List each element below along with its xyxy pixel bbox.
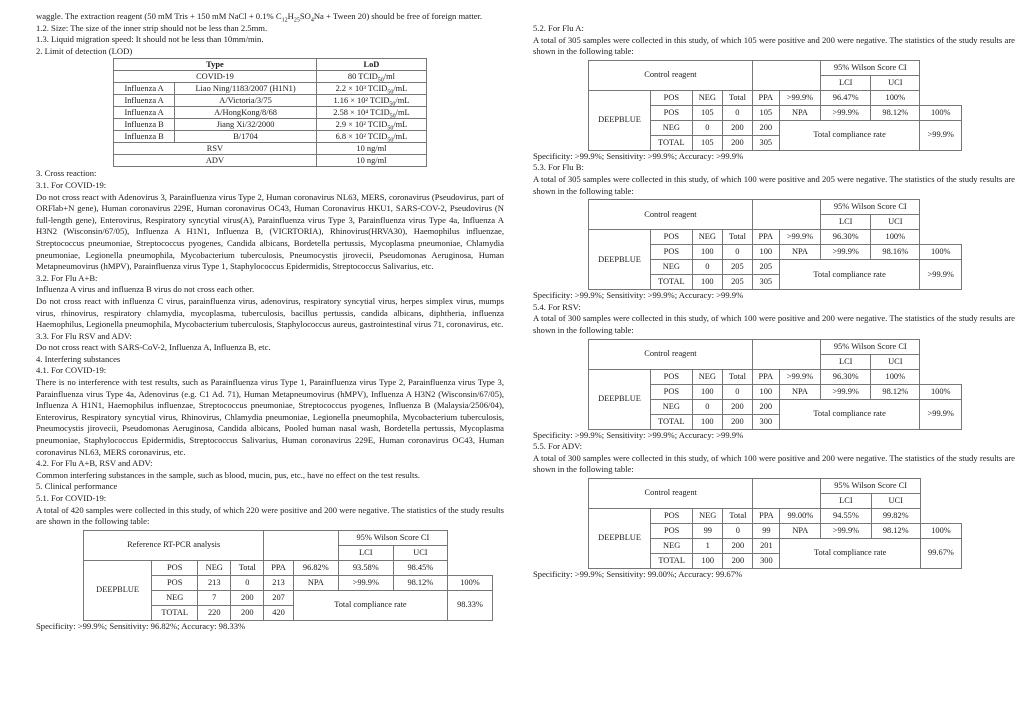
section-text: A total of 300 samples were collected in this study, of which 100 were positive and 200 were negative. The statistics of the study results are shown in the following table:: [533, 452, 1015, 475]
cell-value: 213: [264, 575, 294, 590]
cell-value: 300: [752, 414, 779, 429]
ppa-uci: 100%: [871, 90, 920, 105]
col-pos-header: POS: [651, 508, 693, 523]
section-text: A total of 300 samples were collected in this study, of which 100 were positive and 200 were negative. The statistics of the study results are shown in the following table:: [533, 313, 1015, 335]
npa-uci: 100%: [920, 105, 962, 120]
npa-value: >99.9%: [821, 245, 871, 260]
section-text: A total of 305 samples were collected in this study, of which 105 were positive and 200 were negative. The statistics of the study results are shown in the following table:: [533, 34, 1015, 57]
lod-strain: A/HongKong/8/68: [175, 107, 317, 119]
cell-value: 205: [722, 260, 752, 275]
row-total-label: TOTAL: [152, 605, 198, 620]
table-row: [589, 369, 962, 384]
control-label: Control reagent: [589, 478, 753, 508]
npa-uci: 100%: [447, 575, 492, 590]
cell-value: 1: [693, 538, 723, 553]
ppa-value: 96.82%: [293, 560, 338, 575]
ppa-label: PPA: [264, 560, 294, 575]
lod-group: COVID-19: [114, 71, 317, 83]
row-pos-label: POS: [650, 384, 692, 399]
cell-value: 200: [752, 399, 779, 414]
npa-uci: 100%: [920, 245, 962, 260]
speed-item: 1.3. Liquid migration speed: It should not be less than 10mm/min.: [36, 34, 264, 45]
cell-value: 305: [752, 275, 779, 290]
cell-value: 0: [231, 575, 264, 590]
ppa-lci: 96.30%: [821, 369, 871, 384]
uci-header: UCI: [871, 354, 920, 369]
row-total-label: TOTAL: [650, 135, 692, 150]
cross-covid-text: Do not cross react with Adenovirus 3, Parainfluenza virus Type 2, Human coronavirus NL63, MERS, coronavirus (Pseudovirus, part of ORFlab+N gene), Human coronavirus 229E, Human coronavirus OC43, Human Coronavirus HKU1, SARS-COV-2, Pseudovirus (N full-length gene), Enterovirus, Respiratory syncytial virus(A), Parainfluenza virus Type 3, Parainfluenza virus Type 4a, Influenza A H3N2 (Wisconsin/67/05), Influenza A H1N1, Influenza B, (VICRTORIA), Rhinovirus(HRVA30), Haemophilus influenzae, Streptococcus pneumoniae, Streptococcus pyogenes, Candida albicans, Bordetella pertussis, Mycoplasma pneumoniae, Chlamydia pneumoniae, Legionella pneumophila, Mycobacterium tuberculosis, Pneumocystis jirovecii, Pseudomonas Aeruginosa, Human Metapneumovirus (hMPV), Parainfluenza virus Type 1, Staphylococcus Epidermidis, Streptococcus Salivarius, etc.: [36, 191, 504, 272]
clin-heading: 5. Clinical performance: [36, 481, 118, 492]
lci-header: LCI: [821, 493, 871, 508]
npa-label: NPA: [779, 384, 820, 399]
ppa-lci: 93.58%: [338, 560, 393, 575]
device-label: DEEPBLUE: [84, 560, 152, 620]
size-item: 1.2. Size: The size of the inner strip should not be less than 2.5mm.: [36, 22, 268, 33]
performance-table: [588, 478, 962, 569]
cell-value: 200: [723, 538, 753, 553]
cell-value: 200: [722, 135, 752, 150]
control-label: Control reagent: [589, 200, 753, 230]
lod-strain: Jiang Xi/32/2000: [175, 119, 317, 131]
cross-heading: 3. Cross reaction:: [36, 168, 97, 179]
cross-flu-heading: 3.2. For Flu A+B:: [36, 272, 98, 283]
cell-value: 213: [198, 575, 231, 590]
table-row: [84, 560, 493, 575]
row-neg-label: NEG: [651, 538, 693, 553]
cell-value: 200: [722, 414, 752, 429]
col-neg-header: NEG: [692, 90, 722, 105]
table-row: [589, 478, 962, 493]
table-row: [589, 230, 962, 245]
row-total-label: TOTAL: [650, 275, 692, 290]
ppa-label: PPA: [752, 90, 779, 105]
cross-flu-text-2: Do not cross react with influenza C virus, parainfluenza virus, adenovirus, respiratory syncytial virus, herpes simplex virus, mumps virus, rhinovirus, respiratory chlamydia, mycoplasma, tuberculosis, bacillus pertussis, candida albicans, diphtheria, influenza Haemophilus, Legionella pneumophila, Mycobacterium tuberculosis, Staphylococcus aureus, gastrointestinal virus 71, coronavirus, etc.: [36, 295, 504, 330]
table-row: [114, 95, 427, 107]
npa-lci: 98.12%: [871, 105, 920, 120]
compliance-value: >99.9%: [920, 120, 962, 150]
table-row: [114, 107, 427, 119]
table-row: [114, 119, 427, 131]
intro-paragraph: waggle. The extraction reagent (50 mM Tris + 150 mM NaCl + 0.1% $C_{12}H_{25}SO_4Na$ + Tween 20) should be free of foreign matter.: [36, 11, 483, 24]
lod-strain: Liao Ning/1183/2007 (H1N1): [175, 83, 317, 95]
cell-value: 200: [752, 120, 779, 135]
lod-value: 1.16 × 10² $TCID_{50}/mL$: [316, 95, 426, 107]
interf-heading: 4. Interfering substances: [36, 353, 121, 364]
npa-value: >99.9%: [821, 384, 871, 399]
cell-value: 0: [722, 245, 752, 260]
lod-group: Influenza B: [114, 131, 175, 143]
npa-value: >99.9%: [821, 523, 871, 538]
lod-heading: 2. Limit of detection (LOD): [36, 45, 133, 56]
cell-value: 200: [723, 553, 753, 568]
interf-flu-text: Common interfering substances in the sample, such as blood, mucin, pus, etc., have no effect on the test results.: [36, 469, 420, 480]
table-row: [589, 60, 962, 75]
col-total-header: Total: [722, 90, 752, 105]
ppa-value: >99.9%: [779, 230, 820, 245]
performance-table: [588, 60, 962, 151]
lod-strain: A/Victoria/3/75: [175, 95, 317, 107]
ppa-uci: 100%: [871, 230, 920, 245]
cell-value: 0: [723, 523, 753, 538]
table-row: [114, 155, 427, 167]
cross-rsv-heading: 3.3. For Flu RSV and ADV:: [36, 330, 132, 341]
compliance-label: Total compliance rate: [779, 120, 920, 150]
col-pos-header: POS: [152, 560, 198, 575]
cell-value: 200: [722, 120, 752, 135]
row-neg-label: NEG: [650, 260, 692, 275]
lod-value: 10 ng/ml: [316, 143, 426, 155]
compliance-label: Total compliance rate: [779, 399, 920, 429]
lod-strain: B/1704: [175, 131, 317, 143]
lod-value: 2.2 × 10³ $TCID_{50}/mL$: [316, 83, 426, 95]
col-neg-header: NEG: [692, 230, 722, 245]
section-heading: 5.2. For Flu A:: [533, 23, 584, 33]
device-label: DEEPBLUE: [589, 90, 651, 150]
control-label: Control reagent: [589, 60, 753, 90]
covid-summary: Specificity: >99.9%; Sensitivity: 96.82%; Accuracy: 98.33%: [36, 620, 246, 631]
lod-group: Influenza A: [114, 107, 175, 119]
uci-header: UCI: [871, 75, 920, 90]
cross-rsv-text: Do not cross react with SARS-CoV-2, Influenza A, Influenza B, etc.: [36, 342, 271, 353]
cell-value: 201: [753, 538, 780, 553]
clin-covid-heading: 5.1. For COVID-19:: [36, 493, 107, 503]
section-summary: Specificity: >99.9%; Sensitivity: >99.9%; Accuracy: >99.9%: [533, 290, 744, 301]
section-text: A total of 305 samples were collected in this study, of which 100 were positive and 205 were negative. The statistics of the study results are shown in the following table:: [533, 173, 1015, 196]
section-summary: Specificity: >99.9%; Sensitivity: >99.9%; Accuracy: >99.9%: [533, 150, 744, 161]
lod-group: ADV: [114, 155, 317, 167]
ppa-value: 99.00%: [780, 508, 821, 523]
lci-header: LCI: [821, 354, 871, 369]
blank-cell: [264, 530, 338, 560]
cell-value: 7: [198, 590, 231, 605]
npa-value: >99.9%: [821, 105, 871, 120]
cell-value: 100: [692, 384, 722, 399]
ppa-label: PPA: [752, 369, 779, 384]
compliance-value: >99.9%: [920, 399, 962, 429]
ci-header: 95% Wilson Score CI: [821, 339, 920, 354]
uci-header: UCI: [871, 215, 920, 230]
lod-group: RSV: [114, 143, 317, 155]
uci-header: UCI: [871, 493, 920, 508]
cross-covid-heading: 3.1. For COVID-19:: [36, 179, 107, 190]
col-total-header: Total: [722, 369, 752, 384]
ppa-value: >99.9%: [779, 369, 820, 384]
section-summary: Specificity: >99.9%; Sensitivity: 99.00%; Accuracy: 99.67%: [533, 568, 743, 579]
blank-cell: [752, 60, 820, 90]
clin-covid-text: A total of 420 samples were collected in this study, of which 220 were positive and 200 were negative. The statistics of the study results are shown in the following table:: [36, 504, 504, 527]
lci-header: LCI: [821, 215, 871, 230]
lod-header-row: [114, 59, 427, 71]
interf-flu-heading: 4.2. For Flu A+B, RSV and ADV:: [36, 458, 153, 469]
ci-header: 95% Wilson Score CI: [821, 200, 920, 215]
compliance-value: >99.9%: [920, 260, 962, 290]
device-label: DEEPBLUE: [589, 369, 651, 429]
cell-value: 105: [752, 105, 779, 120]
row-pos-label: POS: [650, 245, 692, 260]
ppa-value: >99.9%: [779, 90, 820, 105]
table-row: [114, 71, 427, 83]
row-total-label: TOTAL: [650, 414, 692, 429]
row-neg-label: NEG: [650, 120, 692, 135]
cell-value: 305: [752, 135, 779, 150]
npa-uci: 100%: [920, 523, 961, 538]
lod-value: 2.9 × 10² $TCID_{50}/mL$: [316, 119, 426, 131]
table-row: [589, 339, 962, 354]
section-heading: 5.5. For ADV:: [533, 441, 583, 452]
cell-value: 0: [692, 260, 722, 275]
cell-value: 220: [198, 605, 231, 620]
ppa-uci: 99.82%: [871, 508, 920, 523]
col-neg-header: NEG: [198, 560, 231, 575]
compliance-value: 99.67%: [920, 538, 961, 568]
ppa-lci: 96.47%: [821, 90, 871, 105]
cell-value: 100: [692, 245, 722, 260]
lod-header-lod: LoD: [316, 59, 426, 71]
cell-value: 99: [693, 523, 723, 538]
table-row: [114, 131, 427, 143]
col-neg-header: NEG: [692, 369, 722, 384]
blank-cell: [753, 478, 821, 508]
compliance-value: 98.33%: [447, 590, 492, 620]
lod-group: Influenza A: [114, 95, 175, 107]
npa-lci: 98.12%: [871, 523, 920, 538]
cell-value: 105: [692, 135, 722, 150]
npa-lci: 98.12%: [393, 575, 447, 590]
blank-cell: [752, 339, 820, 369]
cell-value: 200: [722, 399, 752, 414]
row-total-label: TOTAL: [651, 553, 693, 568]
interf-covid-text: There is no interference with test results, such as Parainfluenza virus Type 1, Parainfluenza virus Type 2, Parainfluenza virus Type 3, Parainfluenza virus Type 4a, Adenovirus (e.g. C1 Ad. 71), Human Metapneumovirus (hMPV), Influenza A H3N2 (Wisconsin/67/05), Influenza A H1N1, Haemophilus influenzae, Streptococcus pneumoniae, Streptococcus pyogenes, Influenza B (Malaysia/2506/04), Enterovirus, Respiratory syncytial virus, Rhinovirus, Chlamydia pneumoniae, Legionella pneumophila, Mycobacterium tuberculosis, Pneumocystis jirovecii, Pseudomonas Aeruginosa, Candida albicans, Pooled human nasal wash, Bordetella pertussis, Mycoplasma pneumoniae, Staphylococcus Epidermidis, Streptococcus Salivarius, Human coronavirus 229E, Human coronavirus OC43, Human coronavirus NL63, MERS coronavirus, etc.: [36, 377, 504, 457]
ci-header: 95% Wilson Score CI: [338, 530, 447, 545]
reference-label: Reference RT-PCR analysis: [84, 530, 264, 560]
covid-performance-table: [83, 530, 493, 621]
left-column: [36, 11, 504, 632]
cell-value: 0: [722, 105, 752, 120]
cell-value: 207: [264, 590, 294, 605]
table-row: [589, 200, 962, 215]
col-pos-header: POS: [650, 369, 692, 384]
ppa-lci: 94.55%: [821, 508, 871, 523]
cell-value: 200: [231, 605, 264, 620]
lod-group: Influenza A: [114, 83, 175, 95]
table-row: [114, 143, 427, 155]
cell-value: 100: [692, 414, 722, 429]
right-column: [533, 23, 1015, 581]
npa-lci: 98.16%: [871, 245, 920, 260]
lci-header: LCI: [338, 545, 393, 560]
section-heading: 5.4. For RSV:: [533, 301, 581, 312]
ppa-uci: 100%: [871, 369, 920, 384]
compliance-label: Total compliance rate: [780, 538, 921, 568]
control-label: Control reagent: [589, 339, 753, 369]
cell-value: 420: [264, 605, 294, 620]
cell-value: 205: [752, 260, 779, 275]
device-label: DEEPBLUE: [589, 230, 651, 290]
ci-header: 95% Wilson Score CI: [821, 60, 920, 75]
col-pos-header: POS: [650, 90, 692, 105]
compliance-label: Total compliance rate: [293, 590, 447, 620]
col-total-header: Total: [231, 560, 264, 575]
row-neg-label: NEG: [152, 590, 198, 605]
col-total-header: Total: [722, 230, 752, 245]
npa-label: NPA: [293, 575, 338, 590]
row-pos-label: POS: [650, 105, 692, 120]
ppa-lci: 96.30%: [821, 230, 871, 245]
cell-value: 100: [693, 553, 723, 568]
cell-value: 0: [722, 384, 752, 399]
cell-value: 100: [692, 275, 722, 290]
table-row: [589, 90, 962, 105]
row-neg-label: NEG: [650, 399, 692, 414]
section-heading: 5.3. For Flu B:: [533, 162, 584, 173]
npa-label: NPA: [779, 105, 820, 120]
ppa-label: PPA: [753, 508, 780, 523]
table-row: [589, 508, 962, 523]
performance-section: [533, 441, 1015, 580]
device-label: DEEPBLUE: [589, 508, 651, 568]
cell-value: 205: [722, 275, 752, 290]
lod-value: 2.58 × 10⁴ $TCID_{50}/mL$: [316, 107, 426, 119]
col-pos-header: POS: [650, 230, 692, 245]
npa-value: >99.9%: [338, 575, 393, 590]
ppa-uci: 98.45%: [393, 560, 447, 575]
col-total-header: Total: [723, 508, 753, 523]
cell-value: 300: [753, 553, 780, 568]
cell-value: 0: [692, 120, 722, 135]
performance-table: [588, 339, 962, 430]
row-pos-label: POS: [152, 575, 198, 590]
npa-uci: 100%: [920, 384, 962, 399]
table-row: [84, 530, 493, 545]
cell-value: 105: [692, 105, 722, 120]
npa-label: NPA: [780, 523, 821, 538]
cell-value: 99: [753, 523, 780, 538]
npa-label: NPA: [779, 245, 820, 260]
ppa-label: PPA: [752, 230, 779, 245]
blank-cell: [752, 200, 820, 230]
compliance-label: Total compliance rate: [779, 260, 920, 290]
cell-value: 200: [231, 590, 264, 605]
performance-section: [533, 23, 1015, 162]
cross-flu-text-1: Influenza A virus and influenza B virus do not cross each other.: [36, 284, 255, 295]
cell-value: 100: [752, 384, 779, 399]
lod-header-type: Type: [114, 59, 317, 71]
uci-header: UCI: [393, 545, 447, 560]
lod-value: 80 $TCID_{50}/ml$: [316, 71, 426, 83]
col-neg-header: NEG: [693, 508, 723, 523]
lod-value: 6.8 × 10² $TCID_{50}/mL$: [316, 131, 426, 143]
lod-table: [113, 58, 427, 167]
interf-covid-heading: 4.1. For COVID-19:: [36, 365, 107, 376]
row-pos-label: POS: [651, 523, 693, 538]
npa-lci: 98.12%: [871, 384, 920, 399]
lod-group: Influenza B: [114, 119, 175, 131]
table-row: [114, 83, 427, 95]
lod-value: 10 ng/ml: [316, 155, 426, 167]
section-summary: Specificity: >99.9%; Sensitivity: >99.9%; Accuracy: >99.9%: [533, 429, 744, 440]
performance-table: [588, 199, 962, 290]
cell-value: 0: [692, 399, 722, 414]
performance-section: [533, 162, 1015, 301]
performance-section: [533, 302, 1015, 441]
ci-header: 95% Wilson Score CI: [821, 478, 921, 493]
lci-header: LCI: [821, 75, 871, 90]
cell-value: 100: [752, 245, 779, 260]
